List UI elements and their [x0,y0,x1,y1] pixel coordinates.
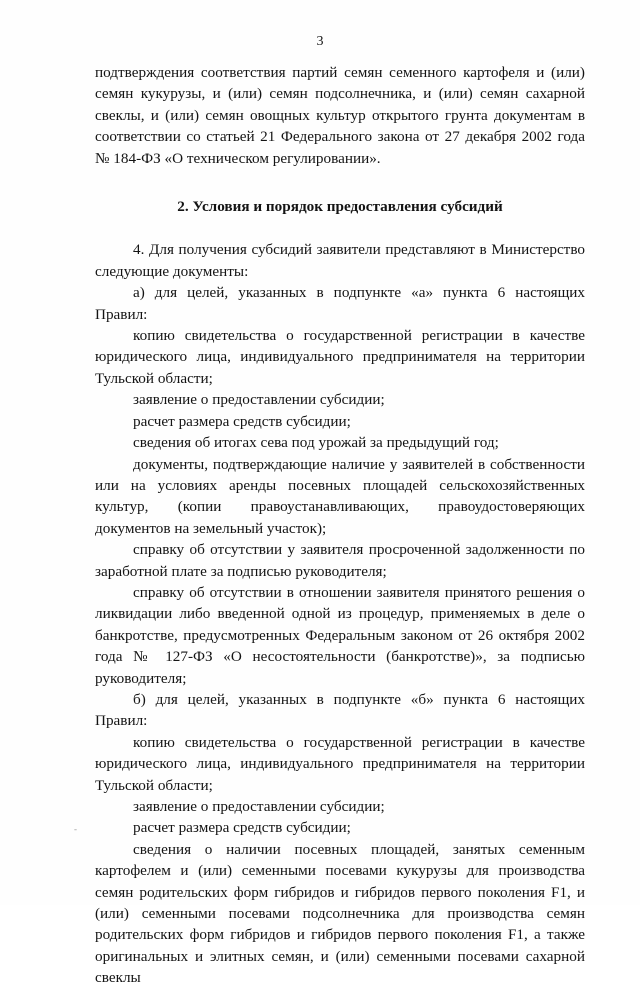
paragraph-a-registration-copy: копию свидетельства о государственной регистрации в качестве юридического лица, индивидуального предпринимателя на территории Тульской области; [95,327,585,387]
paragraph-item-4: 4. Для получения субсидий заявители представляют в Министерство следующие документы: [95,241,585,280]
paragraph-b-calculation: расчет размера средств субсидии; [133,819,351,837]
paragraph-a-application: заявление о предоставлении субсидии; [133,391,385,409]
document-body [95,62,585,989]
intro-paragraph: подтверждения соответствия партий семян семенного картофеля и (или) семян кукурузы, и (или) семян подсолнечника, и (или) семян сахарной свеклы, и (или) семян овощных культур открытого грунта документам в соответствии со статьей 21 Федерального закона от 27 декабря 2002 года № 184-ФЗ «О техническом регулировании». [95,64,585,167]
paragraph-a-calculation: расчет размера средств субсидии; [133,412,351,430]
paragraph-a-sowing-results: сведения об итогах сева под урожай за предыдущий год; [133,434,499,452]
paragraph-b-application: заявление о предоставлении субсидии; [133,798,385,815]
paragraph-a-land-documents: документы, подтверждающие наличие у заявителей в собственности или на условиях аренды посевных площадей сельскохозяйственных культур, (копии правоустанавливающих, правоудостоверяющих документов на земельный участок); [95,455,585,537]
paragraph-a-salary-debt: справку об отсутствии у заявителя просроченной задолженности по заработной плате за подписью руководителя; [95,541,585,580]
margin-mark: - [74,824,77,834]
paragraph-subitem-a: а) для целей, указанных в подпункте «а» пункта 6 настоящих Правил: [95,284,585,323]
paragraph-b-sowing-areas: сведения о наличии посевных площадей, занятых семенным картофелем и (или) семенными посевами кукурузы для производства семян родительских форм гибридов и гибридов первого поколения F1, и (или) семенными посевами подсолнечника для производства семян родительских форм гибридов и гибридов первого поколения F1, а также оригинальных и элитных семян, и (или) семенными посевами сахарной свеклы [95,840,585,987]
paragraph-a-bankruptcy: справку об отсутствии в отношении заявителя принятого решения о ликвидации либо введенной одной из процедур, применяемых в деле о банкротстве, предусмотренных Федеральным законом от 26 октября 2002 года № 127-ФЗ «О несостоятельности (банкротстве)», за подписью руководителя; [95,583,585,687]
paragraph-b-registration-copy: копию свидетельства о государственной регистрации в качестве юридического лица, индивидуального предпринимателя на территории Тульской области; [95,733,585,794]
section-heading: 2. Условия и порядок предоставления субсидий [177,198,503,216]
paragraph-subitem-b: б) для целей, указанных в подпункте «б» пункта 6 настоящих Правил: [95,690,585,730]
page-number: 3 [316,34,324,49]
